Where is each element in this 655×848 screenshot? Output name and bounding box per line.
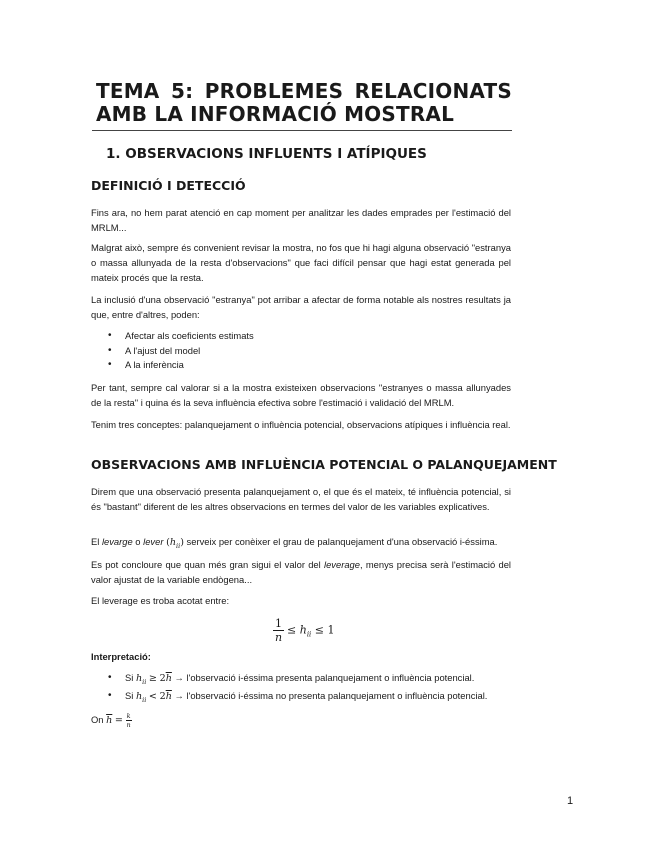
paragraph-6: Direm que una observació presenta palanquejament o, el que és el mateix, té influència potencial, si és "bastant" diferent de les altres observacions en termes del valor de les variables explicatives.: [91, 486, 511, 512]
interpretation-label: Interpretació:: [91, 651, 151, 662]
h-bar-definition: On $\overline{h}$ = $\frac{k}{n}$: [91, 712, 131, 730]
fraction-one-over-n: $\frac{1}{n}$: [274, 617, 283, 644]
paragraph-7: El levarge o lever $(h_{ii})$ serveix per conèixer el grau de palanquejament d'una observació i-éssima.: [91, 536, 498, 550]
paragraph-2: Malgrat això, sempre és convenient revisar la mostra, no fos que hi hagi alguna observació "estranya o massa allunyada de la resta d'observacions" que faci difícil pensar que hagi estat generada pel mateix procés que la resta.: [91, 242, 511, 283]
title-underline: [92, 130, 512, 131]
document-title: TEMA 5: PROBLEMES RELACIONATS AMB LA INFORMACIÓ MOSTRAL: [96, 79, 512, 126]
term-lever: lever: [143, 536, 164, 547]
paragraph-5: Tenim tres conceptes: palanquejament o influència potencial, observacions atípiques i influència real.: [91, 419, 511, 430]
paragraph-9: El leverage es troba acotat entre:: [91, 595, 230, 606]
fraction-k-over-n: $\frac{k}{n}$: [126, 712, 131, 730]
bullet-list-effects: [108, 329, 254, 373]
section-heading: 1. OBSERVACIONS INFLUENTS I ATÍPIQUES: [106, 146, 427, 162]
list-item: • Si $h_{ii} < 2\overline{h}$ → l'observació i-éssima no presenta palanquejament o influència potencial.: [108, 689, 487, 707]
paragraph-4: Per tant, sempre cal valorar si a la mostra existeixen observacions "estranyes o massa allunyades de la resta" i quina és la seva influència efectiva sobre l'estimació i validació del MRLM.: [91, 382, 511, 408]
list-item: • A la inferència: [108, 358, 254, 373]
paragraph-3: La inclusió d'una observació "estranya" pot arribar a afectar de forma notable als nostres resultats ja que, entre d'altres, poden:: [91, 294, 511, 320]
paragraph-1: Fins ara, no hem parat atenció en cap moment per analitzar les dades emprades per l'estimació del MRLM...: [91, 207, 511, 233]
list-item: • Si $h_{ii} \ge 2\overline{h}$ → l'observació i-éssima presenta palanquejament o influència potencial.: [108, 671, 487, 689]
subsection-heading-definicio: DEFINICIÓ I DETECCIÓ: [91, 178, 246, 193]
page-number: 1: [567, 795, 574, 807]
leverage-bounds-formula: $\frac{1}{n}$ ≤ $h_{ii} \le 1$: [274, 617, 335, 644]
paragraph-8: Es pot concloure que quan més gran sigui el valor del leverage, menys precisa serà l'estimació del valor ajustat de la variable endògena...: [91, 559, 512, 585]
list-item: • A l'ajust del model: [108, 344, 254, 359]
subsection-heading-palanquejament: OBSERVACIONS AMB INFLUÈNCIA POTENCIAL O PALANQUEJAMENT: [91, 457, 557, 472]
bullet-list-interpretation: [108, 671, 487, 708]
term-levarge: levarge: [101, 536, 133, 547]
list-item: • Afectar als coeficients estimats: [108, 329, 254, 344]
term-leverage: leverage: [324, 559, 360, 570]
